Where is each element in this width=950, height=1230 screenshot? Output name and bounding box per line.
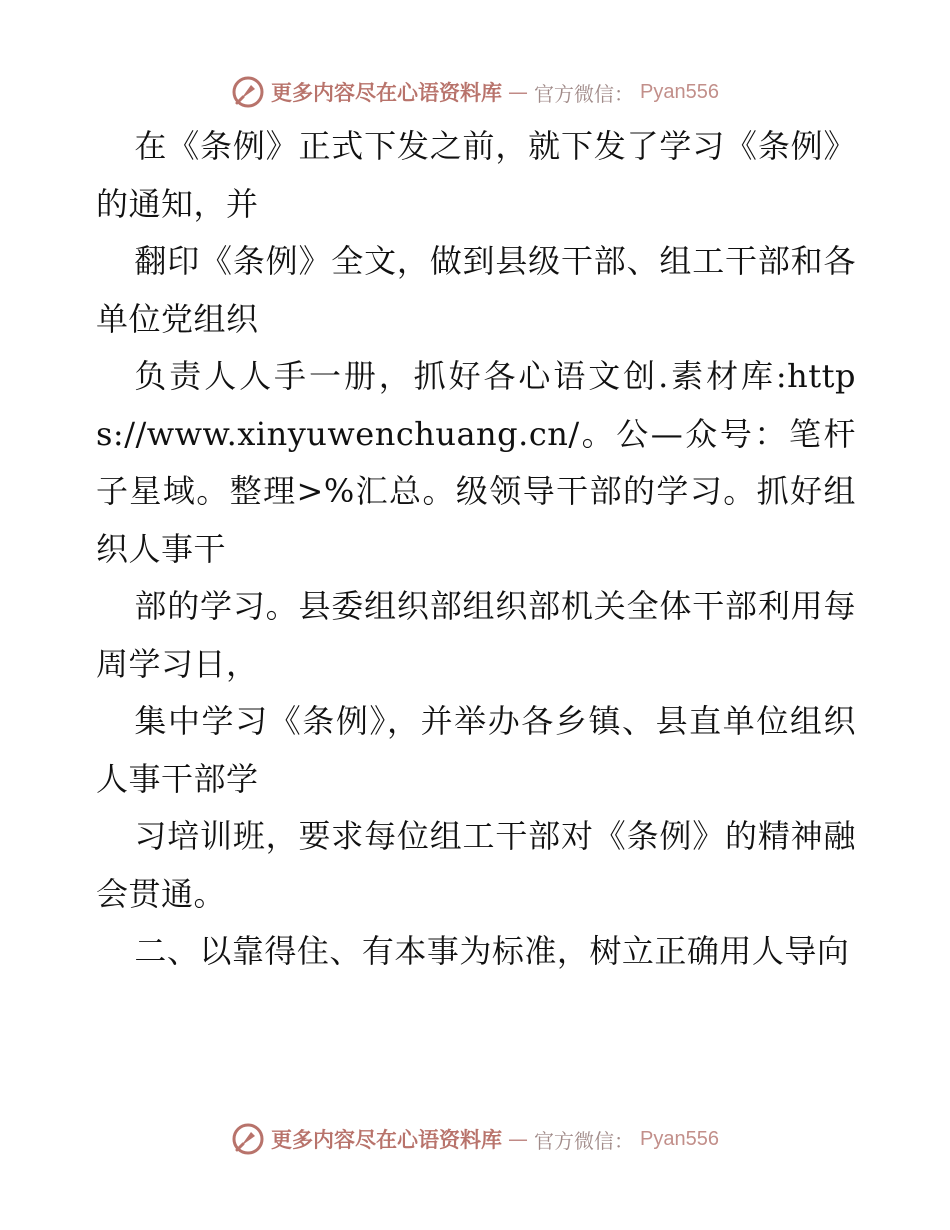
footer-watermark xyxy=(0,1119,950,1159)
watermark-wechat-label: 官方微信： xyxy=(534,81,635,106)
paragraph-6: 习培训班，要求每位组工干部对《条例》的精神融会贯通。 xyxy=(96,817,856,913)
watermark-wechat-label: 官方微信： xyxy=(534,1128,635,1153)
paragraph-2: 翻印《条例》全文，做到县级干部、组工干部和各单位党组织 xyxy=(96,242,856,338)
watermark-wechat-id: Pyan556 xyxy=(640,80,719,103)
watermark-dash: — xyxy=(508,80,529,104)
header-watermark xyxy=(0,72,950,112)
paragraph-5: 集中学习《条例》，并举办各乡镇、县直单位组织人事干部学 xyxy=(96,702,856,798)
pen-nib-logo-icon xyxy=(231,75,265,109)
watermark-dash: — xyxy=(508,1127,529,1151)
paragraph-4: 部的学习。县委组织部组织部机关全体干部利用每周学习日， xyxy=(96,587,856,683)
watermark-brand: 更多内容尽在心语资料库 xyxy=(271,1127,503,1152)
watermark-brand: 更多内容尽在心语资料库 xyxy=(271,80,503,105)
pen-nib-logo-icon xyxy=(231,1122,265,1156)
document-body xyxy=(96,118,856,981)
paragraph-1: 在《条例》正式下发之前，就下发了学习《条例》的通知，并 xyxy=(96,127,856,223)
paragraph-3: 负责人人手一册，抓好各心语文创.素材库:https://www.xinyuwenchuang.cn/。公—众号：笔杆子星域。整理>%汇总。级领导干部的学习。抓好组织人事干 xyxy=(96,357,856,568)
watermark-wechat-id: Pyan556 xyxy=(640,1127,719,1150)
section-heading: 二、以靠得住、有本事为标准，树立正确用人导向 xyxy=(134,932,850,970)
